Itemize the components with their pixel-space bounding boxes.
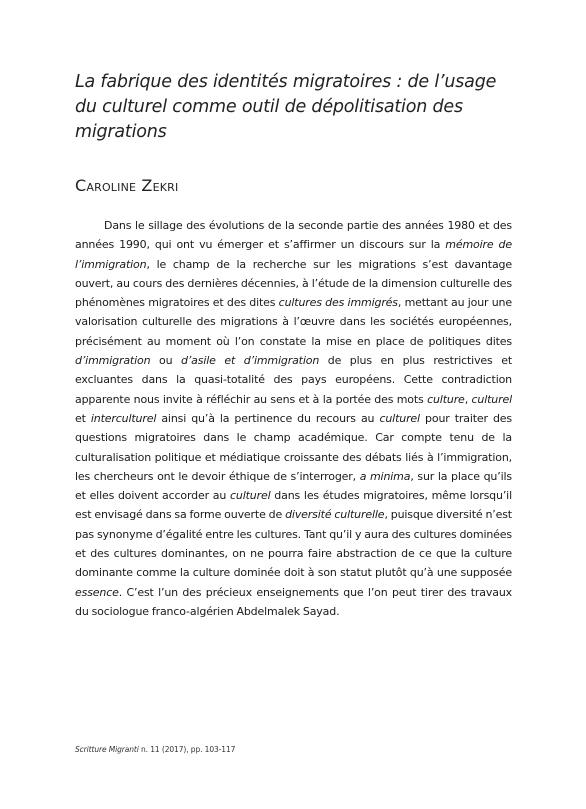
italic-term: a minima: [359, 469, 411, 483]
italic-term: essence: [75, 585, 119, 599]
text-run: de plus en plus restrictives et excluantes dans la quasi-totalité des pays européens. Cette contradiction apparente nous invite à réfléchir au sens et à la portée des mots: [75, 354, 513, 406]
author-name: Caroline Zekri: [75, 176, 179, 195]
italic-term: mémoire de l’immigration: [75, 238, 512, 271]
abstract-paragraph: [75, 216, 512, 621]
text-run: ou: [150, 354, 181, 368]
italic-term: culturel: [230, 489, 271, 503]
journal-name: Scritture Migranti: [75, 745, 139, 754]
text-run: dans les études migratoires, même lorsqu’il est envisagé dans sa forme ouverte de: [75, 489, 512, 522]
text-run: pour traiter des questions migratoires dans le champ académique. Car compte tenu de la culturalisation politique et médiatique croissante des débats liés à l’immigration, les chercheurs ont le devoir éthique de s’interroger,: [75, 411, 513, 483]
text-run: , puisque diversité n’est pas synonyme d’égalité entre les cultures. Tant qu’il y aura des cultures dominées et des cultures dominantes, on ne pourra faire abstraction de ce que la culture dominante comme la culture dominée doit à son statut plutôt qu’à une supposée: [75, 508, 512, 580]
page-footer: [75, 745, 235, 755]
italic-term: d’asile et d’immigration: [181, 354, 320, 368]
italic-term: diversité culturelle: [285, 508, 385, 522]
text-run: . C’est l’un des précieux enseignements que l’on peut tirer des travaux du sociologue franco-algérien Abdelmalek Sayad.: [75, 585, 512, 618]
text-run: , mettant au jour une valorisation culturelle des migrations à l’œuvre dans les sociétés européennes, précisément au moment où l’on constate la mise en place de politiques dites: [75, 296, 512, 348]
paragraph-text: [75, 219, 512, 618]
text-run: ,: [464, 392, 472, 406]
article-title: La fabrique des identités migratoires : de l’usage du culturel comme outil de dépolitisation des migrations: [75, 72, 497, 142]
italic-term: culturel: [471, 392, 512, 406]
italic-term: culture: [427, 392, 465, 406]
text-run: et: [75, 411, 91, 425]
text-run: Dans le sillage des évolutions de la seconde partie des années 1980 et des années 1990, qui ont vu émerger et s’affirmer un discours sur la: [75, 219, 512, 252]
italic-term: cultures des immigrés: [278, 296, 398, 310]
text-run: , sur la place qu’ils et elles doivent accorder au: [75, 469, 512, 503]
text-run: , le champ de la recherche sur les migrations s’est davantage ouvert, au cours des dernières décennies, à l’étude de la dimension culturelle des phénomènes migratoires et des dites: [75, 257, 512, 310]
italic-term: d’immigration: [75, 354, 151, 368]
italic-term: culturel: [379, 411, 420, 425]
journal-citation: n. 11 (2017), pp. 103-117: [138, 745, 236, 754]
text-run: ainsi qu’à la pertinence du recours au: [156, 411, 380, 425]
italic-term: interculturel: [90, 411, 157, 425]
